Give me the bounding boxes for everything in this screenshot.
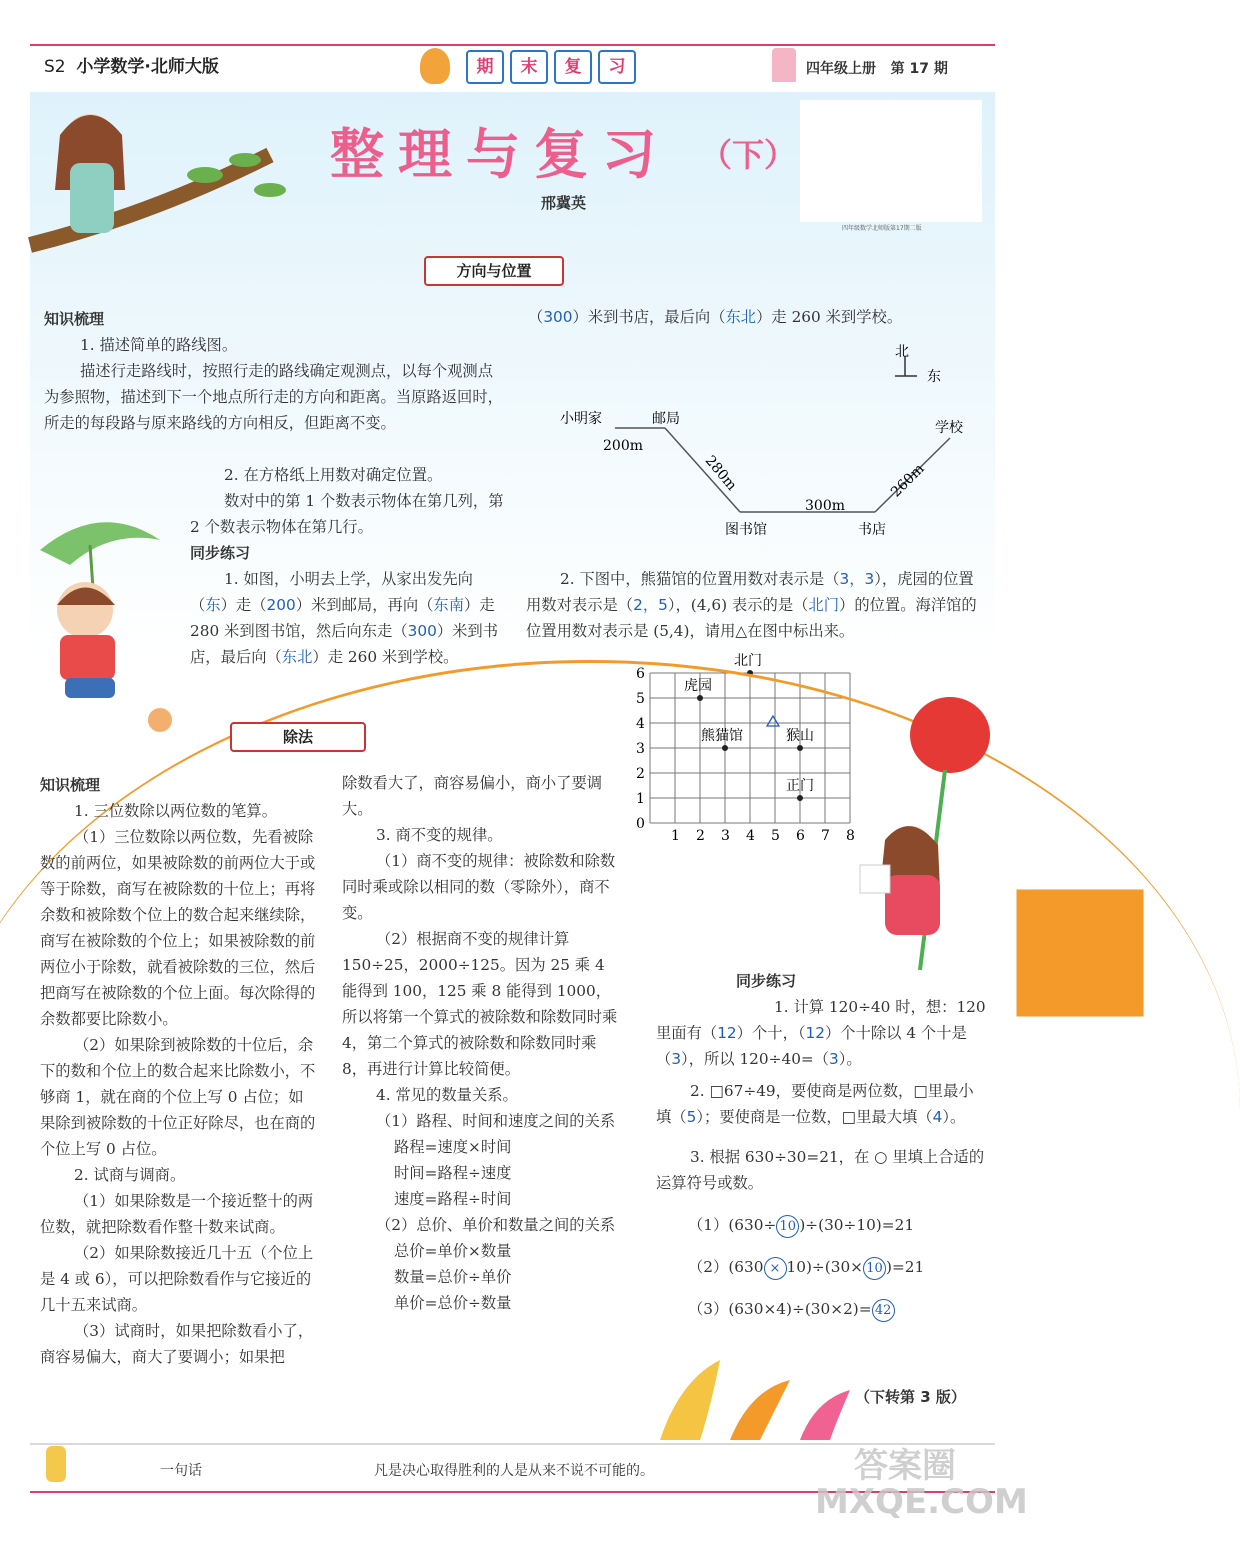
header-right: 四年级上册 第 17 期 [806, 61, 948, 77]
sec1-p4: 数对中的第 1 个数表示物体在第几列，第 2 个数表示物体在第几行。 [190, 492, 504, 536]
badge-4: 习 [598, 50, 636, 84]
expr-2: （2）(630 × 10)÷(30× 10 )=21 [656, 1254, 988, 1280]
question-route: 1. 如图，小明去上学，从家出发先向（东）走（200）米到邮局，再向（东南）走 280 米到图书馆，然后向东走（300）米到书店，最后向（东北）走 260 米到学校。 [190, 570, 499, 666]
footer-label: 一句话 [160, 1463, 202, 1479]
dist-3: 300m [805, 498, 845, 514]
sec1-p3: 2. 在方格纸上用数对确定位置。 [224, 466, 443, 484]
grid-point-label: 熊猫馆 [701, 728, 743, 744]
y-tick: 1 [636, 791, 645, 807]
expr-1: （1）(630÷ 10 )÷(30÷10)=21 [656, 1212, 988, 1238]
author: 邢冀英 [541, 194, 587, 212]
castle-icon [772, 48, 796, 82]
section-label-division: 除法 [230, 722, 366, 752]
continue-note: （下转第 3 版） [855, 1388, 966, 1406]
dist-2: 280m [701, 452, 740, 494]
div-c1-6: （3）试商时，如果把除数看小了，商容易偏大，商大了要调小；如果把 [40, 1322, 314, 1366]
x-tick: 1 [671, 828, 680, 844]
x-tick: 6 [796, 828, 805, 844]
grid-point-label: 正门 [786, 778, 814, 794]
grid-point-label: 猴山 [786, 728, 814, 744]
div-c2-3: （2）根据商不变的规律计算 150÷25，2000÷125。因为 25 乘 4 能得到 100，125 乘 8 能得到 1000，所以将第一个算式的被除数和除数同时乘 4，第二个算式的被除数和除数同时乘 8，再进行计算比较简便。 [342, 930, 618, 1078]
practice-heading-2: 同步练习 [736, 972, 797, 990]
label-north: 北 [895, 344, 909, 360]
girl-reading-flower-illustration [840, 690, 1000, 980]
header-left: S2 小学数学·北师大版 [44, 57, 219, 77]
x-tick: 2 [696, 828, 705, 844]
badge-3: 复 [554, 50, 592, 84]
question-route-cont: （300）米到书店，最后向（东北）走 260 米到学校。 [528, 308, 903, 326]
x-tick: 5 [771, 828, 780, 844]
practice-heading: 同步练习 [190, 544, 251, 562]
y-tick: 0 [636, 816, 645, 832]
div-c2-4: 4. 常见的数量关系。 [376, 1086, 518, 1104]
formula-quantity: 数量=总价÷单价 [394, 1268, 512, 1286]
place-post: 邮局 [652, 411, 680, 427]
sec1-p2: 描述行走路线时，按照行走的路线确定观测点，以每个观测点为参照物，描述到下一个地点所行走的方向和距离。当原路返回时，所走的每段路与原来路线的方向相反，但距离不变。 [44, 362, 503, 432]
formula-time: 时间=路程÷速度 [394, 1164, 512, 1182]
x-tick: 8 [846, 828, 855, 844]
route-map [555, 340, 975, 545]
div-c1-2: （2）如果除到被除数的十位后，余下的数和个位上的数合起来比除数小，不够商 1，就在商的个位上写 0 占位；如果除到被除数的十位正好除尽，也在商的个位上写 0 占位。 [40, 1036, 316, 1158]
div-c3: （2）总价、单价和数量之间的关系 [376, 1216, 616, 1234]
place-library: 图书馆 [725, 522, 767, 538]
y-tick: 2 [636, 766, 645, 782]
div-c1-4: （1）如果除数是一个接近整十的两位数，就把除数看作整十数来试商。 [40, 1192, 314, 1236]
place-home: 小明家 [560, 411, 602, 427]
practice-q3: 3. 根据 630÷30=21，在 ○ 里填上合适的运算符号或数。 [656, 1148, 985, 1192]
qr-code-area [800, 100, 982, 222]
div-c2-5: （1）路程、时间和速度之间的关系 [376, 1112, 616, 1130]
section-label-direction: 方向与位置 [424, 256, 564, 286]
leaves-decoration [640, 1360, 860, 1440]
formula-total: 总价=单价×数量 [394, 1242, 512, 1260]
div-c2-1: 3. 商不变的规律。 [376, 826, 503, 844]
grid-point-label: 虎园 [684, 678, 712, 694]
page-title-suffix: （下） [700, 136, 797, 174]
practice-2-block [656, 968, 988, 1322]
practice-q1: 1. 计算 120÷40 时，想：120 里面有（12）个十，（12）个十除以 4 个十是（3），所以 120÷40=（3）。 [656, 998, 986, 1068]
div-c1-1: （1）三位数除以两位数，先看被除数的前两位，如果被除数的前两位大于或等于除数，商写在被除数的十位上；再将余数和被除数个位上的数合起来继续除，商写在被除数的个位上；如果被除数的前两位小于除数，就看被除数的三位，然后把商写在被除数的个位上面。每次除得的余数都要比除数小。 [40, 828, 316, 1028]
question-pairs: 2. 下图中，熊猫馆的位置用数对表示是（3，3），虎园的位置用数对表示是（2，5），(4,6) 表示的是（北门）的位置。海洋馆的位置用数对表示是 (5,4)，请用△在图中标出来。 [526, 570, 977, 640]
div-c2-0: 除数看大了，商容易偏小，商小了要调大。 [342, 774, 603, 818]
giraffe-icon [46, 1446, 66, 1482]
boy-with-leaf-illustration [30, 510, 180, 740]
div-c1-3: 2. 试商与调商。 [74, 1166, 186, 1184]
formula-distance: 路程=速度×时间 [394, 1138, 512, 1156]
sec1-p1: 1. 描述简单的路线图。 [80, 336, 238, 354]
x-tick: 3 [721, 828, 730, 844]
y-tick: 3 [636, 741, 645, 757]
division-col-2 [342, 770, 620, 1316]
knowledge-heading-2: 知识梳理 [40, 776, 101, 794]
expr-3: （3）(630×4)÷(30×2)= 42 [656, 1296, 988, 1322]
badge-2: 末 [510, 50, 548, 84]
badge-1: 期 [466, 50, 504, 84]
dist-1: 200m [603, 438, 643, 454]
division-col-1 [40, 772, 318, 1370]
footer-quote: 凡是决心取得胜利的人是从来不说不可能的。 [374, 1463, 654, 1479]
place-bookstore: 书店 [858, 522, 886, 538]
qr-caption: 四年级数学北师版第17期二版 [842, 225, 922, 232]
y-tick: 6 [636, 666, 645, 682]
grid-point-label: 北门 [734, 653, 762, 669]
page-title: 整理与复习 [330, 123, 670, 186]
y-tick: 4 [636, 716, 645, 732]
x-tick: 4 [746, 828, 755, 844]
formula-unit-price: 单价=总价÷数量 [394, 1294, 512, 1312]
x-tick: 7 [821, 828, 830, 844]
knowledge-heading: 知识梳理 [44, 310, 105, 328]
div-c2-2: （1）商不变的规律：被除数和除数同时乘或除以相同的数（零除外），商不变。 [342, 852, 616, 922]
watermark: 答案圈 MXQE.COM [815, 1446, 1028, 1522]
div-c1-0: 1. 三位数除以两位数的笔算。 [74, 802, 278, 820]
practice-q2: 2. □67÷49，要使商是两位数，□里最小填（5）；要使商是一位数，□里最大填（4）。 [656, 1082, 974, 1126]
dist-4: 260m [887, 460, 928, 501]
tiger-mascot-icon [420, 48, 450, 84]
girl-on-branch-illustration [30, 95, 290, 295]
label-east: 东 [927, 369, 941, 385]
place-school: 学校 [935, 420, 963, 436]
formula-speed: 速度=路程÷时间 [394, 1190, 512, 1208]
y-tick: 5 [636, 691, 645, 707]
div-c1-5: （2）如果除数接近几十五（个位上是 4 或 6），可以把除数看作与它接近的几十五来试商。 [40, 1244, 314, 1314]
